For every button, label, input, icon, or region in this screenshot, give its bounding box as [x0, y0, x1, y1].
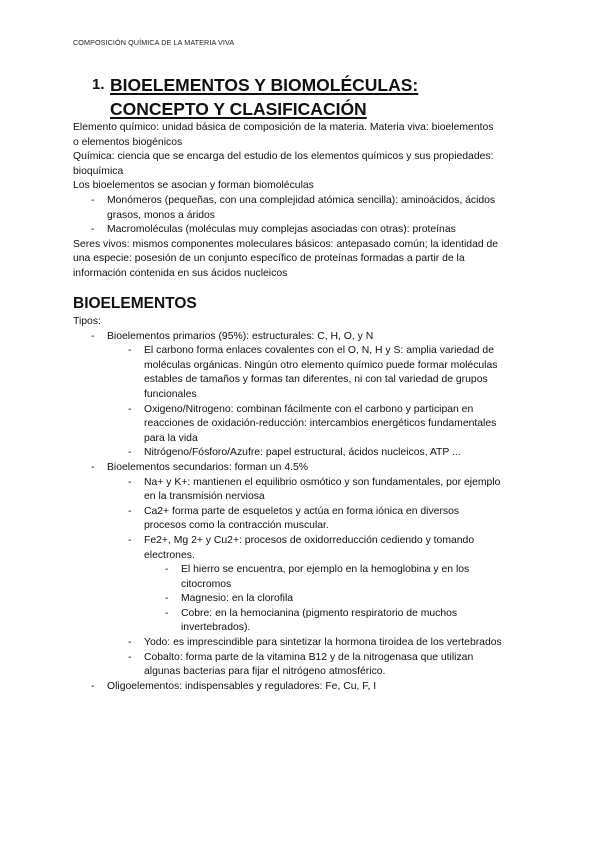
list-item-text: Magnesio: en la clorofila: [181, 593, 294, 605]
list-dash: -: [128, 345, 132, 357]
list-dash: -: [165, 593, 169, 605]
paragraph-line: o elementos biogénicos: [73, 136, 183, 148]
list-item-text: algunas bacterias para fijar el nitrógeno atmosférico.: [144, 666, 386, 678]
list-item-oligoelementos: [73, 680, 533, 695]
list-item-text: Bioelementos primarios (95%): estructurales: C, H, O, y N: [107, 330, 374, 342]
list-item-text: moléculas orgánicas. Ningún otro elemento químico puede formar moléculas: [144, 359, 498, 371]
paragraph-line: Elemento químico: unidad básica de composición de la materia. Materia viva: bioelementos: [73, 122, 494, 133]
list-dash: -: [128, 403, 132, 415]
list-item-text: reacciones de oxidación-reducción: intercambios energéticos fundamentales: [144, 418, 497, 430]
list-item-cobalto: [73, 651, 533, 680]
paragraph-line: bioquímica: [73, 165, 124, 177]
intro-block: [73, 121, 533, 282]
section-title-line-1: BIOELEMENTOS Y BIOMOLÉCULAS:: [110, 75, 419, 95]
list-dash: -: [91, 461, 95, 473]
paragraph-line: Los bioelementos se asocian y forman biomoléculas: [73, 180, 314, 192]
bioelementos-block: [73, 315, 533, 694]
list-item-secundarios: [73, 461, 533, 476]
list-item-na-k: [73, 476, 533, 505]
list-item-text: invertebrados).: [181, 622, 251, 634]
list-item-text: Bioelementos secundarios: forman un 4.5%: [107, 461, 308, 473]
list-dash: -: [128, 476, 132, 488]
list-dash: -: [91, 330, 95, 342]
list-dash: -: [128, 651, 132, 663]
list-dash: -: [128, 447, 132, 459]
list-item-cobre: [73, 607, 533, 636]
list-item-text: Oligoelementos: indispensables y reguladores: Fe, Cu, F, I: [107, 680, 377, 692]
list-item: [73, 223, 533, 238]
paragraph-line: una especie: posesión de un conjunto específico de proteínas formadas a partir de la: [73, 253, 465, 265]
list-item-text: Monómeros (pequeñas, con una complejidad atómica sencilla): aminoácidos, ácidos: [107, 194, 496, 206]
list-dash: -: [91, 680, 95, 692]
list-item-text: Na+ y K+: mantienen el equilibrio osmótico y son fundamentales, por ejemplo: [144, 476, 501, 488]
running-header: COMPOSICIÓN QUÍMICA DE LA MATERIA VIVA: [73, 38, 235, 47]
list-dash: -: [128, 637, 132, 649]
paragraph-line: Seres vivos: mismos componentes moleculares básicos: antepasado común; la identidad de: [73, 238, 499, 250]
list-item-fe-mg-cu: [73, 534, 533, 563]
list-item-text: Fe2+, Mg 2+ y Cu2+: procesos de oxidorreducción cediendo y tomando: [144, 534, 475, 546]
list-item-text: Oxigeno/Nitrogeno: combinan fácilmente con el carbono y participan en: [144, 403, 474, 415]
list-dash: -: [91, 224, 95, 236]
list-dash: -: [128, 534, 132, 546]
list-dash: -: [91, 194, 95, 206]
list-item: [73, 194, 533, 223]
list-item-oxigeno: [73, 403, 533, 447]
list-item-text: en la transmisión nerviosa: [144, 491, 265, 503]
list-item-text: El hierro se encuentra, por ejemplo en la hemoglobina y en los: [181, 564, 470, 576]
list-item-text: Nitrógeno/Fósforo/Azufre: papel estructural, ácidos nucleicos, ATP ...: [144, 447, 461, 459]
list-item-text: estables de tamaños y formas tan diferentes, ni con tal variedad de grupos: [144, 374, 488, 386]
paragraph-line: información contenida en sus ácidos nucleicos: [73, 267, 288, 279]
list-item-text: para la vida: [144, 432, 198, 444]
list-item-text: citocromos: [181, 578, 232, 590]
list-item-magnesio: [73, 592, 533, 607]
list-item-text: El carbono forma enlaces covalentes con el O, N, H y S: amplia variedad de: [144, 345, 494, 357]
list-item-calcio: [73, 505, 533, 534]
tipos-label: Tipos:: [73, 316, 101, 327]
list-dash: -: [165, 564, 169, 576]
list-item-primarios: [73, 330, 533, 345]
list-item-text: funcionales: [144, 388, 197, 400]
list-item-nitrogeno: [73, 446, 533, 461]
list-item-text: electrones.: [144, 549, 195, 561]
list-item-text: Cobalto: forma parte de la vitamina B12 y de la nitrogenasa que utilizan: [144, 651, 474, 663]
section-heading-2: BIOELEMENTOS: [73, 295, 197, 312]
section-number: 1.: [92, 76, 105, 93]
list-item-text: Cobre: en la hemocianina (pigmento respiratorio de muchos: [181, 607, 458, 619]
list-item-text: Ca2+ forma parte de esqueletos y actúa en forma iónica en diversos: [144, 505, 460, 517]
list-dash: -: [128, 505, 132, 517]
list-item-hierro: [73, 563, 533, 592]
list-item-text: procesos como la contracción muscular.: [144, 520, 329, 532]
section-title-line-2: CONCEPTO Y CLASIFICACIÓN: [110, 99, 367, 119]
list-item-carbono: [73, 344, 533, 402]
list-item-yodo: [73, 636, 533, 651]
list-dash: -: [165, 607, 169, 619]
list-item-text: Yodo: es imprescindible para sintetizar la hormona tiroidea de los vertebrados: [144, 637, 502, 649]
paragraph-line: Química: ciencia que se encarga del estudio de los elementos químicos y sus propiedades:: [73, 151, 494, 163]
list-item-text: Macromoléculas (moléculas muy complejas asociadas con otras): proteínas: [107, 224, 456, 236]
list-item-text: grasos, monos a áridos: [107, 209, 216, 221]
